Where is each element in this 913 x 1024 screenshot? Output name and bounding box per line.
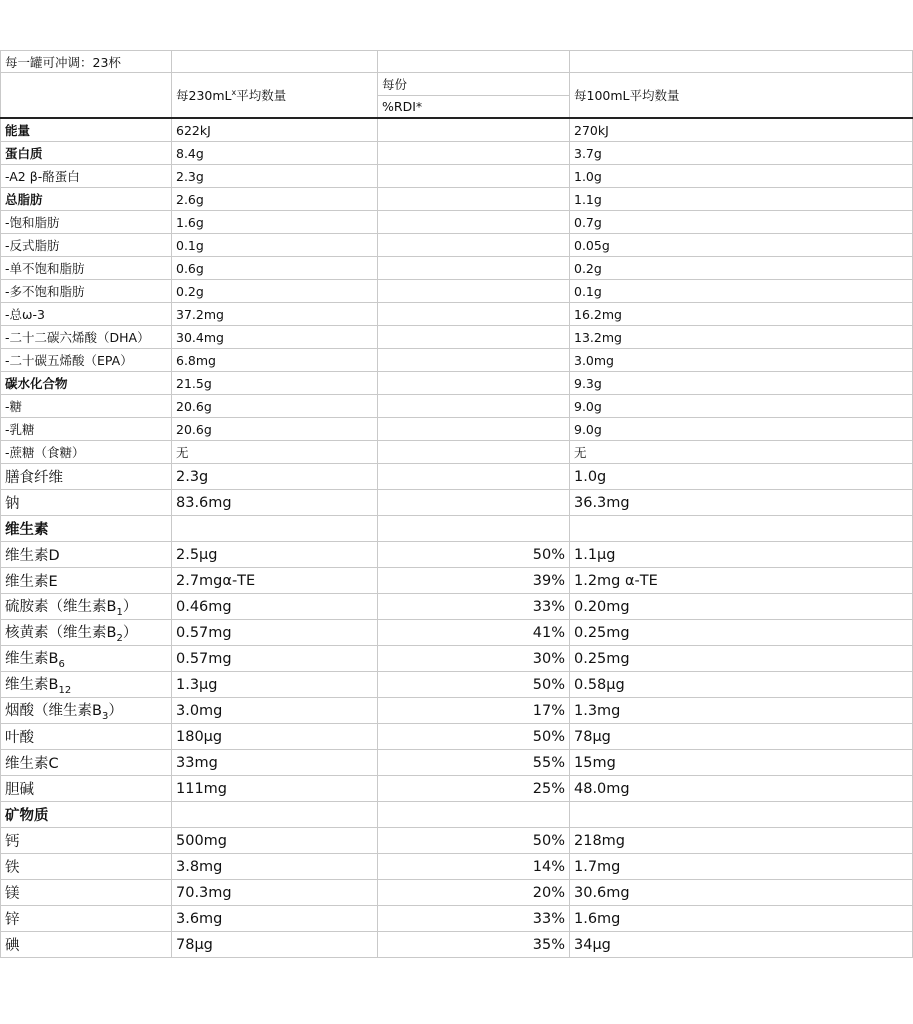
nutrient-name [1,441,172,464]
nutrient-name-text: 碳水化合物 [5,376,68,391]
nutrient-name-text: 钙 [5,834,20,850]
per-230ml-value: 0.57mg [172,646,378,672]
per-100ml-value [570,802,913,828]
nutrient-row [1,490,913,516]
rdi-value: 39% [378,568,570,594]
rdi-value: 33% [378,906,570,932]
nutrient-row [1,802,913,828]
per-230ml-value: 20.6g [172,395,378,418]
per-100ml-value: 34μg [570,932,913,958]
per-230ml-value: 1.3μg [172,672,378,698]
nutrient-row [1,880,913,906]
per-230ml-value: 0.57mg [172,620,378,646]
per-230ml-value: 3.6mg [172,906,378,932]
rdi-value: 17% [378,698,570,724]
rdi-value: 30% [378,646,570,672]
nutrient-name-text: 矿物质 [5,808,49,824]
per-230ml-value: 70.3mg [172,880,378,906]
per-100ml-value: 13.2mg [570,326,913,349]
nutrient-row [1,118,913,142]
nutrient-name-tail: ） [122,625,138,642]
nutrient-name [1,802,172,828]
per-100ml-value: 9.0g [570,418,913,441]
nutrient-name-text: 核黄素（维生素B [5,625,117,642]
nutrient-name-text: 维生素E [5,574,58,590]
per-230ml-value: 2.7mgα-TE [172,568,378,594]
nutrient-name [1,165,172,188]
per-100ml-value: 1.7mg [570,854,913,880]
per-100ml-value: 1.1g [570,188,913,211]
empty-cell [172,51,378,73]
per-230ml-value: 20.6g [172,418,378,441]
nutrient-row [1,441,913,464]
nutrient-name [1,620,172,646]
per-100ml-value: 9.0g [570,395,913,418]
nutrient-name [1,234,172,257]
per-100ml-value: 270kJ [570,118,913,142]
nutrient-name-text: -乳糖 [5,422,35,437]
per-100ml-value: 78μg [570,724,913,750]
rdi-value: 50% [378,828,570,854]
per-230ml-value: 3.0mg [172,698,378,724]
per-230ml-value: 2.6g [172,188,378,211]
per-230ml-value: 21.5g [172,372,378,395]
nutrient-name-tail: ） [122,599,138,616]
per-230ml-value: 83.6mg [172,490,378,516]
per-100ml-value: 48.0mg [570,776,913,802]
nutrient-name [1,395,172,418]
per-230ml-value: 500mg [172,828,378,854]
nutrient-name [1,516,172,542]
nutrient-name-text: -糖 [5,399,23,414]
rdi-value [378,188,570,211]
per-100ml-value: 9.3g [570,372,913,395]
header-per-230ml-tail: 平均数量 [236,88,287,103]
nutrient-name-text: -总ω-3 [5,307,45,322]
nutrient-name-text: 叶酸 [5,730,34,746]
nutrient-name-text: 维生素 [5,522,49,538]
per-100ml-value: 0.20mg [570,594,913,620]
nutrient-name [1,372,172,395]
nutrient-row [1,326,913,349]
nutrient-name [1,280,172,303]
per-230ml-value: 8.4g [172,142,378,165]
header-footnote-mark: x [231,87,237,97]
per-230ml-value: 无 [172,441,378,464]
nutrient-name-text: -二十二碳六烯酸（DHA） [5,330,150,345]
header-per-230ml [172,73,378,119]
nutrient-name-text: 维生素D [5,548,60,564]
nutrient-name-text: 铁 [5,860,20,876]
nutrient-row [1,395,913,418]
per-100ml-value: 3.7g [570,142,913,165]
per-100ml-value: 3.0mg [570,349,913,372]
nutrient-row [1,257,913,280]
rdi-value: 25% [378,776,570,802]
nutrient-row [1,620,913,646]
nutrient-subscript: 12 [58,684,72,696]
nutrient-row [1,165,913,188]
per-100ml-value: 218mg [570,828,913,854]
rdi-value [378,516,570,542]
rdi-value: 50% [378,724,570,750]
nutrient-row [1,418,913,441]
nutrient-name [1,490,172,516]
nutrient-name [1,776,172,802]
nutrient-row [1,724,913,750]
nutrient-name-text: 总脂肪 [5,192,43,207]
nutrient-name [1,303,172,326]
nutrient-name-text: -蔗糖（食糖） [5,445,85,460]
per-100ml-value: 0.7g [570,211,913,234]
nutrient-name [1,698,172,724]
per-100ml-value: 0.25mg [570,646,913,672]
nutrition-table-body [1,51,913,958]
header-per-230ml-label: 每230mL [176,88,232,103]
servings-title: 每一罐可冲调：23杯 [1,51,172,73]
per-100ml-value: 1.0g [570,464,913,490]
empty-cell [570,51,913,73]
per-230ml-value: 2.3g [172,165,378,188]
nutrient-name-text: 胆碱 [5,782,34,798]
nutrient-name [1,854,172,880]
nutrient-row [1,750,913,776]
header-per-serving: 每份 [378,73,569,96]
per-100ml-value: 无 [570,441,913,464]
nutrient-name-text: 膳食纤维 [5,470,63,486]
per-230ml-value [172,802,378,828]
nutrient-name [1,828,172,854]
rdi-value [378,802,570,828]
rdi-value: 50% [378,672,570,698]
nutrition-table [0,50,913,958]
nutrient-name [1,750,172,776]
nutrient-row [1,672,913,698]
nutrient-row [1,594,913,620]
per-100ml-value: 36.3mg [570,490,913,516]
nutrient-row [1,516,913,542]
nutrient-name-tail: ） [108,703,123,720]
nutrition-table-wrapper [0,50,912,958]
per-100ml-value: 0.1g [570,280,913,303]
per-100ml-value: 0.25mg [570,620,913,646]
nutrient-name [1,257,172,280]
per-230ml-value: 622kJ [172,118,378,142]
nutrient-name [1,672,172,698]
rdi-value [378,165,570,188]
rdi-value: 14% [378,854,570,880]
nutrient-name [1,880,172,906]
nutrient-name [1,568,172,594]
nutrient-name-text: 硫胺素（维生素B [5,599,117,616]
empty-cell [378,51,570,73]
nutrient-name-text: -反式脂肪 [5,238,60,253]
per-100ml-value: 0.2g [570,257,913,280]
per-230ml-value: 37.2mg [172,303,378,326]
rdi-value [378,280,570,303]
rdi-value [378,464,570,490]
nutrient-row [1,568,913,594]
nutrient-row [1,372,913,395]
per-100ml-value: 1.6mg [570,906,913,932]
nutrient-row [1,828,913,854]
nutrient-name-text: -饱和脂肪 [5,215,60,230]
header-rdi [378,73,570,119]
nutrient-name [1,349,172,372]
nutrient-row [1,854,913,880]
per-100ml-value: 1.0g [570,165,913,188]
per-230ml-value: 3.8mg [172,854,378,880]
rdi-value [378,349,570,372]
per-100ml-value: 1.2mg α-TE [570,568,913,594]
nutrient-name [1,326,172,349]
nutrient-name [1,906,172,932]
rdi-value: 41% [378,620,570,646]
nutrient-row [1,542,913,568]
nutrient-name [1,646,172,672]
nutrient-subscript: 2 [116,632,123,644]
per-100ml-value: 16.2mg [570,303,913,326]
nutrient-row [1,188,913,211]
servings-row [1,51,913,73]
nutrient-name-text: 维生素B [5,677,59,694]
per-230ml-value: 0.2g [172,280,378,303]
rdi-value: 50% [378,542,570,568]
nutrient-name-text: 能量 [5,123,31,138]
nutrient-row [1,280,913,303]
per-230ml-value: 0.6g [172,257,378,280]
rdi-value [378,395,570,418]
rdi-value [378,118,570,142]
rdi-value: 20% [378,880,570,906]
nutrient-name [1,542,172,568]
nutrient-name [1,211,172,234]
per-230ml-value: 1.6g [172,211,378,234]
nutrient-name-text: 镁 [5,886,20,902]
nutrient-name [1,118,172,142]
per-100ml-value [570,516,913,542]
rdi-value: 35% [378,932,570,958]
header-row [1,73,913,119]
rdi-value [378,142,570,165]
nutrient-row [1,698,913,724]
per-100ml-value: 0.05g [570,234,913,257]
nutrient-subscript: 1 [116,606,123,618]
per-100ml-value: 30.6mg [570,880,913,906]
nutrient-name [1,932,172,958]
per-230ml-value: 0.1g [172,234,378,257]
nutrient-subscript: 6 [58,658,65,670]
per-230ml-value: 6.8mg [172,349,378,372]
per-230ml-value: 2.3g [172,464,378,490]
rdi-value [378,303,570,326]
nutrient-name-text: 碘 [5,938,20,954]
nutrient-row [1,464,913,490]
nutrient-name-text: 维生素B [5,651,59,668]
per-230ml-value: 2.5μg [172,542,378,568]
per-230ml-value: 111mg [172,776,378,802]
header-nutrient [1,73,172,119]
rdi-value: 33% [378,594,570,620]
rdi-value [378,211,570,234]
nutrient-row [1,906,913,932]
per-100ml-value: 15mg [570,750,913,776]
nutrient-row [1,349,913,372]
nutrient-subscript: 3 [101,710,109,722]
rdi-value [378,490,570,516]
nutrient-name [1,464,172,490]
nutrient-name-text: -多不饱和脂肪 [5,284,85,299]
rdi-value [378,441,570,464]
nutrient-row [1,932,913,958]
per-230ml-value: 180μg [172,724,378,750]
nutrient-name-text: -二十碳五烯酸（EPA） [5,353,133,368]
nutrient-row [1,646,913,672]
per-230ml-value: 0.46mg [172,594,378,620]
nutrient-name-text: 烟酸（维生素B [5,703,102,720]
per-100ml-value: 0.58μg [570,672,913,698]
nutrient-row [1,142,913,165]
nutrient-row [1,303,913,326]
nutrient-name-text: 钠 [5,496,20,512]
nutrient-name [1,142,172,165]
rdi-value [378,234,570,257]
per-230ml-value: 78μg [172,932,378,958]
nutrient-name-text: 蛋白质 [5,146,43,161]
per-100ml-value: 1.1μg [570,542,913,568]
nutrient-row [1,776,913,802]
rdi-value [378,372,570,395]
per-230ml-value: 30.4mg [172,326,378,349]
nutrient-name [1,188,172,211]
nutrient-name-text: 锌 [5,912,20,928]
per-230ml-value [172,516,378,542]
nutrient-row [1,234,913,257]
nutrient-name-text: -A2 β-酪蛋白 [5,169,80,184]
rdi-value [378,418,570,441]
nutrient-name [1,594,172,620]
per-230ml-value: 33mg [172,750,378,776]
nutrient-name [1,418,172,441]
header-rdi-percent: %RDI* [382,98,423,114]
per-100ml-value: 1.3mg [570,698,913,724]
rdi-value [378,326,570,349]
nutrient-name-text: -单不饱和脂肪 [5,261,85,276]
nutrient-name [1,724,172,750]
rdi-value: 55% [378,750,570,776]
header-per-100ml: 每100mL平均数量 [570,73,913,119]
nutrient-name-text: 维生素C [5,756,59,772]
rdi-value [378,257,570,280]
nutrient-row [1,211,913,234]
